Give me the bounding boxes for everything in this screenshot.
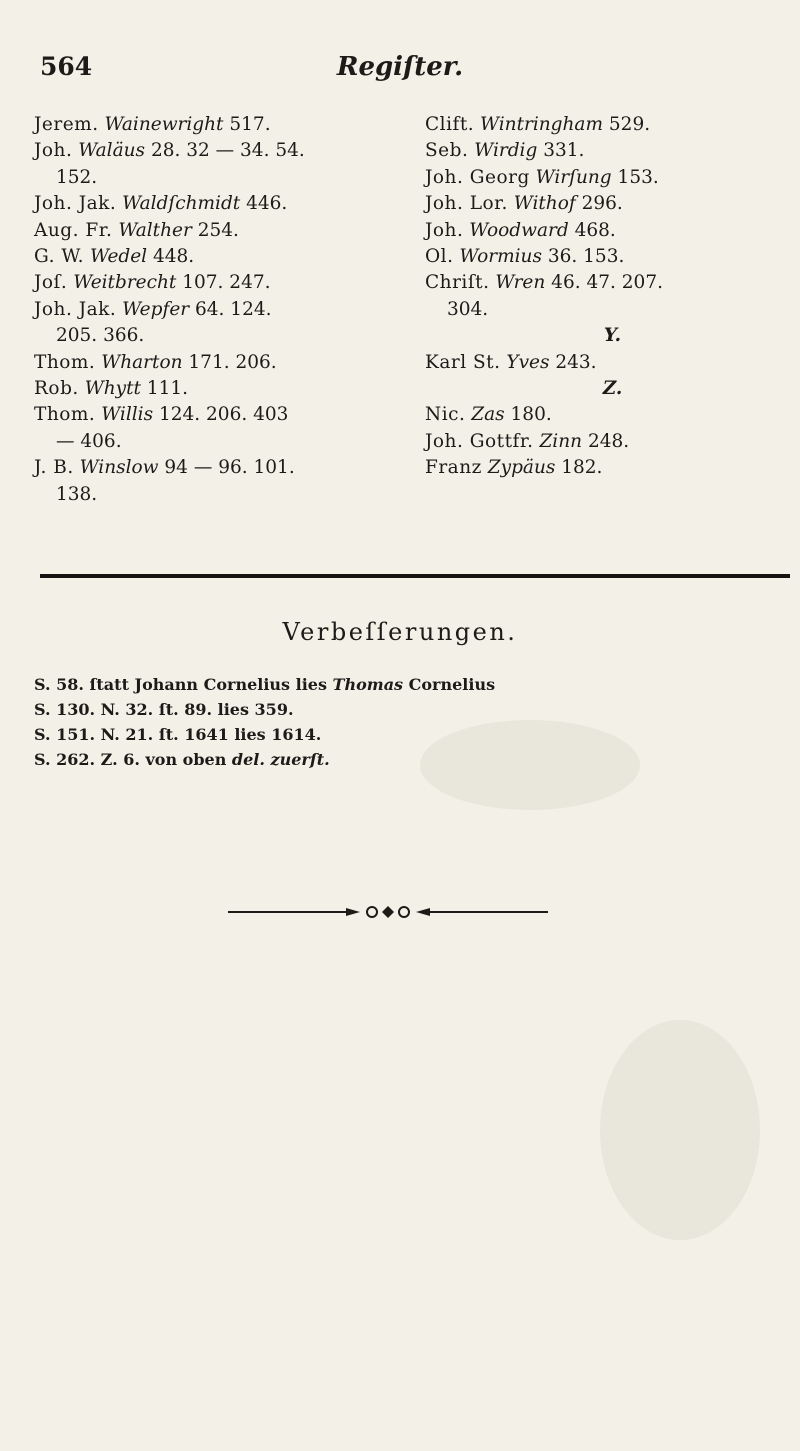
index-entry xyxy=(425,138,800,164)
entry-given-name: Joh. xyxy=(425,219,464,241)
correction-line xyxy=(34,722,734,747)
entry-surname: Zas xyxy=(471,404,505,426)
entry-surname: Wainewright xyxy=(104,114,224,135)
entry-surname: Withof xyxy=(513,193,576,215)
correction-line xyxy=(34,697,734,722)
entry-given-name: Ol. xyxy=(425,246,454,268)
corrections-title: Verbeſſerungen. xyxy=(282,618,518,646)
entry-pages: 248. xyxy=(587,430,630,452)
correction-line xyxy=(34,747,734,772)
entry-given-name: G. W. xyxy=(34,246,85,268)
index-entry xyxy=(34,402,409,428)
index-entry xyxy=(34,138,409,164)
entry-surname: Willis xyxy=(101,404,154,426)
entry-pages-continued: 152. xyxy=(56,166,98,188)
entry-pages: 254. xyxy=(197,219,239,241)
entry-given-name: Joh. Georg xyxy=(425,166,530,188)
entry-pages: 64. 124. xyxy=(195,298,272,320)
entry-pages: 153. xyxy=(617,166,659,188)
index-entry xyxy=(34,455,409,481)
correction-text: S. 262. Z. 6. von oben xyxy=(34,750,227,769)
entry-pages: 529. xyxy=(608,114,651,135)
index-entry xyxy=(425,402,800,428)
entry-surname: Wharton xyxy=(101,351,183,373)
entry-surname: Wirdig xyxy=(474,140,538,162)
index-entry xyxy=(425,112,800,138)
entry-surname: Wepfer xyxy=(122,298,190,320)
entry-pages-continued: 138. xyxy=(56,483,98,505)
correction-italic: del. zuerſt. xyxy=(231,750,330,769)
entry-pages: 446. xyxy=(246,193,288,215)
entry-pages: 331. xyxy=(543,140,585,162)
entry-pages: 448. xyxy=(153,246,195,268)
entry-surname: Walther xyxy=(118,219,192,241)
correction-italic: Thomas xyxy=(332,675,404,694)
entry-pages: 107. 247. xyxy=(182,272,271,294)
entry-surname: Yves xyxy=(506,351,550,373)
entry-given-name: Nic. xyxy=(425,404,466,426)
entry-pages: 111. xyxy=(146,378,189,400)
index-entry xyxy=(425,270,800,296)
index-entry xyxy=(34,297,409,323)
index-entry xyxy=(34,191,409,217)
entry-surname: Winslow xyxy=(79,457,159,479)
paper-stain xyxy=(600,1020,760,1240)
correction-text: S. 151. N. 21. ſt. 1641 lies 1614. xyxy=(34,725,322,744)
entry-surname: Weitbrecht xyxy=(73,272,177,294)
entry-given-name: Chriſt. xyxy=(425,272,490,294)
entry-given-name: J. B. xyxy=(34,457,74,479)
end-ornament xyxy=(228,905,548,919)
correction-line xyxy=(34,672,734,697)
entry-given-name: Rob. xyxy=(34,378,79,400)
index-entry xyxy=(425,165,800,191)
index-entry xyxy=(34,112,409,138)
entry-given-name: Joh. Jak. xyxy=(34,298,117,320)
entry-pages: 171. 206. xyxy=(188,351,277,373)
section-letter-y: Y. xyxy=(603,325,622,347)
entry-given-name: Jerem. xyxy=(34,114,99,135)
entry-given-name: Aug. Fr. xyxy=(34,219,113,241)
entry-pages: 180. xyxy=(510,404,552,426)
entry-pages: 296. xyxy=(581,193,623,215)
entry-given-name: Joh. xyxy=(34,140,73,162)
correction-suffix: Cornelius xyxy=(408,675,496,694)
entry-given-name: Thom. xyxy=(34,351,96,373)
index-entry xyxy=(34,270,409,296)
index-entry xyxy=(34,376,409,402)
entry-surname: Woodward xyxy=(469,219,569,241)
entry-pages: 517. xyxy=(229,114,271,135)
entry-surname: Wormius xyxy=(459,246,542,268)
entry-pages: 182. xyxy=(561,457,603,479)
entry-pages: 124. 206. 403 xyxy=(158,404,289,426)
index-entry xyxy=(425,455,800,481)
entry-given-name: Seb. xyxy=(425,140,469,162)
entry-given-name: Karl St. xyxy=(425,351,501,373)
section-letter-z: Z. xyxy=(602,378,623,400)
entry-pages: 36. 153. xyxy=(547,246,625,268)
index-entry xyxy=(34,218,409,244)
entry-surname: Waläus xyxy=(78,140,146,162)
entry-surname: Wren xyxy=(495,272,546,294)
page-number: 564 xyxy=(40,52,93,81)
running-title: Regiſter. xyxy=(336,52,464,82)
entry-given-name: Joh. Lor. xyxy=(425,193,508,215)
entry-given-name: Franz xyxy=(425,457,482,479)
entry-pages: 243. xyxy=(555,351,597,373)
entry-pages: 94 — 96. 101. xyxy=(164,457,295,479)
correction-text: S. 130. N. 32. ſt. 89. lies 359. xyxy=(34,700,294,719)
entry-surname: Wirſung xyxy=(535,166,612,188)
index-entry xyxy=(34,350,409,376)
index-entry xyxy=(34,244,409,270)
index-column-left xyxy=(34,112,409,508)
entry-surname: Waldſchmidt xyxy=(122,193,241,215)
entry-pages: 468. xyxy=(574,219,616,241)
section-divider-rule xyxy=(40,574,790,578)
entry-pages-continued: 304. xyxy=(447,298,489,320)
entry-given-name: Joh. Jak. xyxy=(34,193,117,215)
corrections-list xyxy=(34,672,734,772)
index-entry xyxy=(425,429,800,455)
entry-given-name: Joh. Gottfr. xyxy=(425,430,534,452)
index-entry xyxy=(425,244,800,270)
index-entry xyxy=(425,218,800,244)
entry-surname: Zinn xyxy=(539,430,583,452)
entry-surname: Whytt xyxy=(84,378,141,400)
entry-surname: Zypäus xyxy=(487,457,556,479)
entry-given-name: Joſ. xyxy=(34,272,68,294)
entry-pages-continued: 205. 366. xyxy=(56,325,145,347)
entry-given-name: Clift. xyxy=(425,114,475,135)
page-header xyxy=(40,52,760,92)
index-entry xyxy=(425,191,800,217)
entry-surname: Wedel xyxy=(89,246,148,268)
index-entry xyxy=(425,350,800,376)
entry-pages-continued: — 406. xyxy=(56,430,122,452)
entry-given-name: Thom. xyxy=(34,404,96,426)
entry-surname: Wintringham xyxy=(480,114,604,135)
index-column-right xyxy=(425,112,800,482)
entry-pages: 46. 47. 207. xyxy=(551,272,663,294)
correction-text: S. 58. ſtatt Johann Cornelius lies xyxy=(34,675,327,694)
entry-pages: 28. 32 — 34. 54. xyxy=(150,140,305,162)
